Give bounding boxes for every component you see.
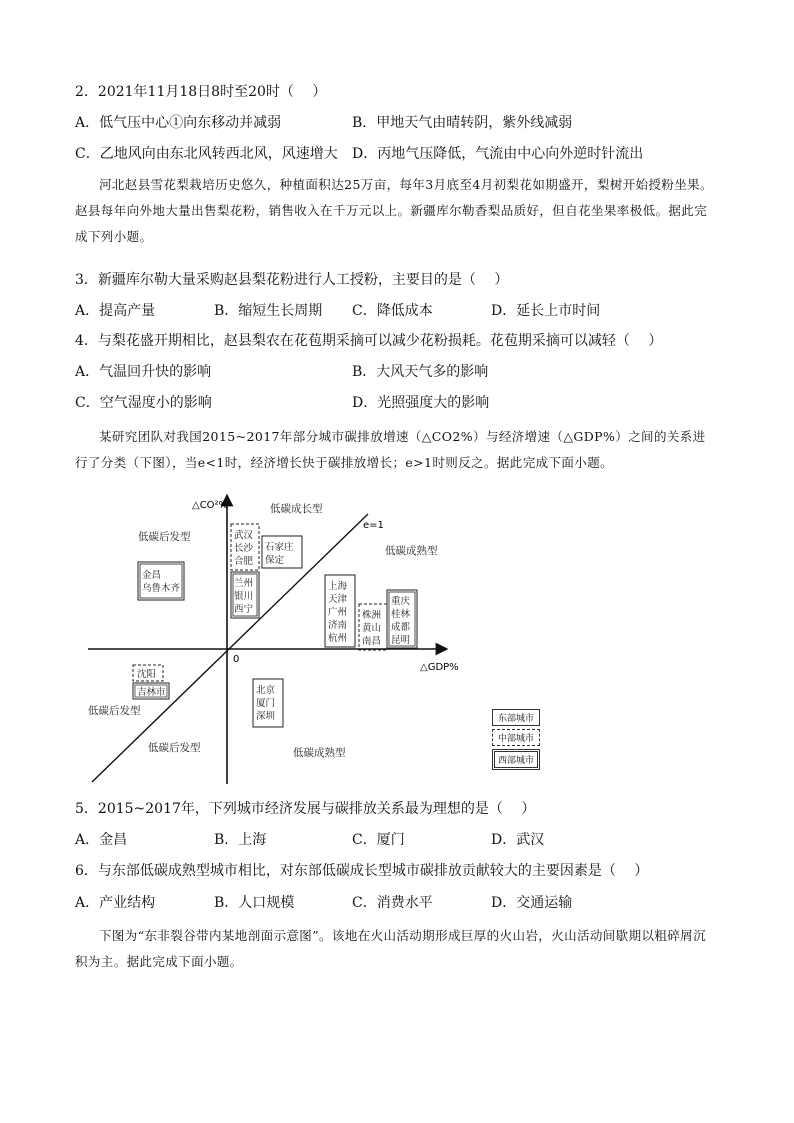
q2-stem: 2．2021年11月18日8时至20时（ ） [75,84,327,100]
q3-option-c: C．降低成本 [352,303,433,319]
city-hangzhou: 杭州 [328,633,348,644]
q2-option-d: D．丙地气压降低，气流由中心向外逆时针流出 [352,146,644,162]
city-urumqi: 乌鲁木齐 [142,583,181,594]
city-chongqing: 重庆 [391,596,411,607]
q4-option-c: C．空气湿度小的影响 [75,395,212,411]
city-baoding: 保定 [265,555,285,566]
region-upper-right: 低碳成熟型 [385,545,438,557]
city-lanzhou: 兰州 [234,578,254,589]
city-shenyang: 沈阳 [137,669,157,680]
q2-option-b: B．甲地天气由晴转阴，紫外线减弱 [352,115,573,131]
city-nanchang: 南昌 [362,636,382,647]
q6-option-c: C．消费水平 [352,895,433,911]
q5-option-c: C．厦门 [352,832,405,848]
city-changsha: 长沙 [234,543,254,554]
legend-eastern: 东部城市 [492,709,540,726]
city-guilin: 桂林 [391,609,411,620]
diagram-legend [492,709,540,773]
q6-option-d: D．交通运输 [491,895,573,911]
q3-option-d: D．延长上市时间 [491,303,601,319]
region-upper-left: 低碳后发型 [138,531,191,543]
city-shanghai: 上海 [328,581,348,592]
q4-option-d: D．光照强度大的影响 [352,395,490,411]
origin-label: 0 [233,654,240,665]
city-beijing: 北京 [256,685,276,696]
passage-rift-valley: 下图为“东非裂谷带内某地剖面示意图”。该地在火山活动期形成巨厚的火山岩，火山活动间歇期以粗碎屑沉积为主。据此完成下面小题。 [75,928,706,969]
city-xining: 西宁 [234,604,254,615]
city-wuhan: 武汉 [234,530,254,541]
city-shijiazhuang: 石家庄 [265,542,294,553]
city-zhuzhou: 株洲 [362,610,382,621]
region-lower-right: 低碳成熟型 [293,747,346,759]
q3-option-a: A．提高产量 [75,303,156,319]
city-xiamen: 厦门 [256,698,276,709]
city-yinchuan: 银川 [234,591,254,602]
city-kunming: 昆明 [391,635,411,646]
q4-stem: 4．与梨花盛开期相比，赵县梨农在花苞期采摘可以减少花粉损耗。花苞期采摘可以减轻（ ） [75,333,663,349]
city-jinchang: 金昌 [142,570,162,581]
q4-option-a: A．气温回升快的影响 [75,364,212,380]
city-guangzhou: 广州 [328,607,348,618]
city-huangshan: 黄山 [362,623,382,634]
city-jilin: 吉林市 [137,687,166,698]
q2-option-a: A．低气压中心①向东移动并减弱 [75,115,282,131]
q5-option-d: D．武汉 [491,832,545,848]
city-jinan: 济南 [328,620,348,631]
q2-option-c: C．乙地风向由东北风转西北风，风速增大 [75,146,338,162]
q3-stem: 3．新疆库尔勒大量采购赵县梨花粉进行人工授粉，主要目的是（ ） [75,272,509,288]
region-lower-left-inner: 低碳后发型 [148,742,201,754]
q5-stem: 5．2015~2017年，下列城市经济发展与碳排放关系最为理想的是（ ） [75,801,536,817]
q6-option-b: B．人口规模 [214,895,295,911]
q6-option-a: A．产业结构 [75,895,156,911]
passage-carbon-study: 某研究团队对我国2015~2017年部分城市碳排放增速（△CO2%）与经济增速（△GDP%）之间的关系进行了分类（下图），当e<1时，经济增长快于碳排放增长；e>1时则反之。据此完成下面小题。 [75,429,706,470]
q5-option-b: B．上海 [214,832,267,848]
e1-line [92,514,368,782]
y-axis-label: △CO²% [192,500,229,511]
legend-western: 西部城市 [492,749,540,770]
city-chengdu: 成都 [391,622,411,633]
legend-central: 中部城市 [492,729,540,746]
q4-option-b: B．大风天气多的影响 [352,364,489,380]
city-hefei: 合肥 [234,556,254,567]
region-upper-top: 低碳成长型 [270,503,323,515]
q5-option-a: A．金昌 [75,832,128,848]
city-shenzhen: 深圳 [256,711,276,722]
e1-label: e=1 [363,520,384,531]
group-jinchang-box [138,562,184,600]
region-lower-left-outer: 低碳后发型 [88,705,141,717]
passage-pear-pollen: 河北赵县雪花梨栽培历史悠久，种植面积达25万亩，每年3月底至4月初梨花如期盛开，梨树开始授粉坐果。赵县每年向外地大量出售梨花粉，销售收入在千万元以上。新疆库尔勒香梨品质好，但自花坐果率极低。据此完成下列小题。 [75,177,713,244]
carbon-gdp-diagram [80,492,550,787]
city-tianjin: 天津 [328,594,348,605]
q3-option-b: B．缩短生长周期 [214,303,323,319]
x-axis-label: △GDP% [420,662,459,673]
q6-stem: 6．与东部低碳成熟型城市相比，对东部低碳成长型城市碳排放贡献较大的主要因素是（ ） [75,863,649,879]
